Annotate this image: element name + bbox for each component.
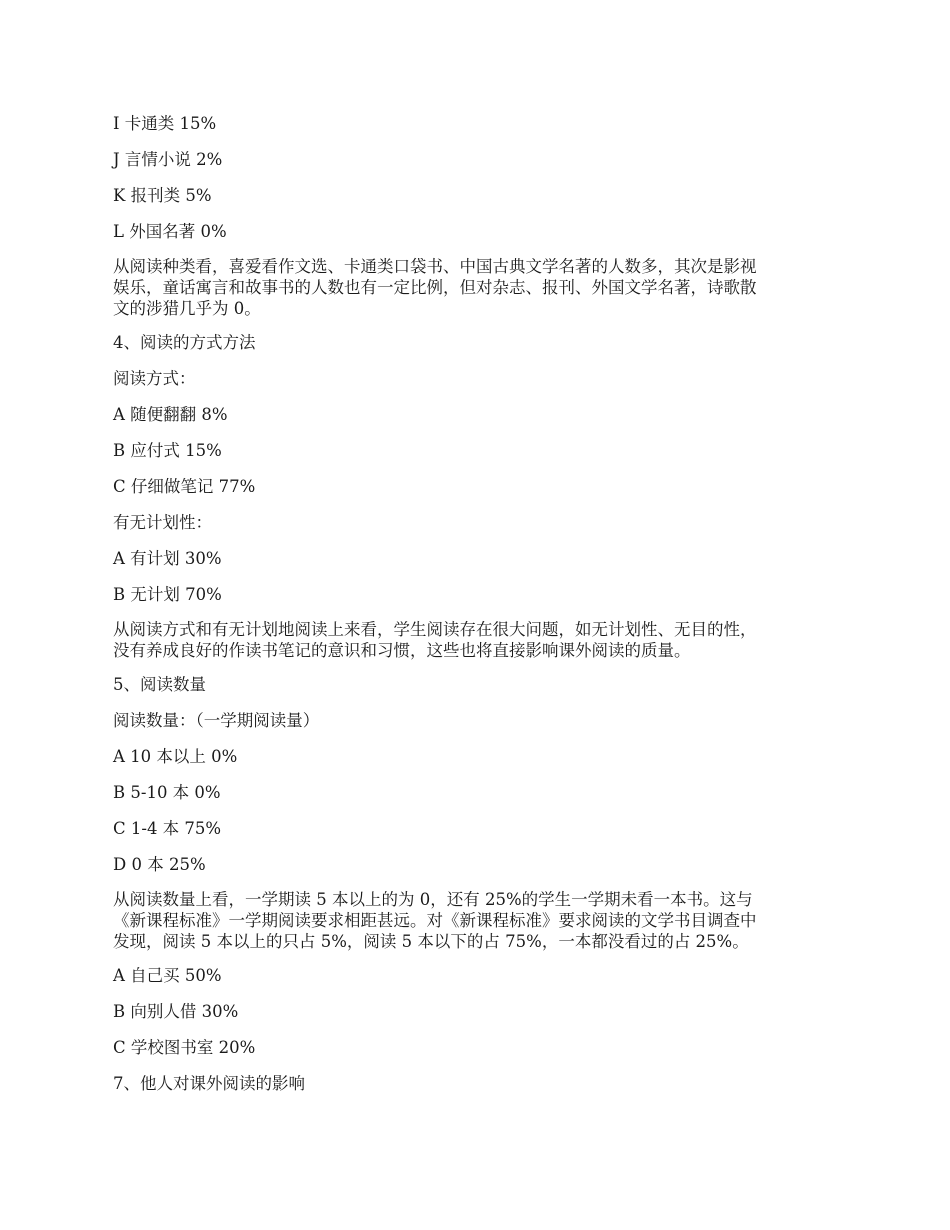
document-page [113,112,840,1108]
list-item: I 卡通类 15% [113,114,217,133]
section-heading: 4、阅读的方式方法 [113,333,256,352]
paragraph-line: 《新课程标准》一学期阅读要求相距甚远。对《新课程标准》要求阅读的文学书目调查中 [113,911,757,930]
paragraph-reading-types [113,256,840,319]
list-item: B 5-10 本 0% [113,783,221,802]
list-item: C 仔细做笔记 77% [113,477,256,496]
list-item: A 随便翻翻 8% [113,405,228,424]
list-item: A 自己买 50% [113,966,222,985]
section-heading: 5、阅读数量 [113,675,206,694]
list-item: D 0 本 25% [113,855,206,874]
subheading: 阅读数量：（一学期阅读量） [113,711,320,730]
paragraph-line: 从阅读种类看，喜爱看作文选、卡通类口袋书、中国古典文学名著的人数多，其次是影视 [113,257,757,276]
list-item: A 10 本以上 0% [113,747,238,766]
section-heading: 7、他人对课外阅读的影响 [113,1074,305,1093]
paragraph-line: 娱乐，童话寓言和故事书的人数也有一定比例，但对杂志、报刊、外国文学名著，诗歌散 [113,278,757,297]
subheading: 有无计划性： [113,513,212,532]
list-item: B 向别人借 30% [113,1002,239,1021]
list-item: B 应付式 15% [113,441,222,460]
list-item: A 有计划 30% [113,549,222,568]
paragraph-line: 没有养成良好的作读书笔记的意识和习惯，这些也将直接影响课外阅读的质量。 [113,641,691,660]
list-item: L 外国名著 0% [113,222,227,241]
paragraph-reading-methods [113,619,840,661]
list-item: K 报刊类 5% [113,186,212,205]
paragraph-line: 从阅读数量上看，一学期读 5 本以上的为 0，还有 25%的学生一学期未看一本书。这与 [113,890,753,909]
list-item: C 学校图书室 20% [113,1038,256,1057]
paragraph-reading-quantity [113,889,840,952]
list-item: C 1-4 本 75% [113,819,222,838]
list-item: J 言情小说 2% [113,150,223,169]
paragraph-line: 文的涉猎几乎为 0。 [113,299,261,318]
subheading: 阅读方式： [113,369,196,388]
list-item: B 无计划 70% [113,585,222,604]
paragraph-line: 从阅读方式和有无计划地阅读上来看，学生阅读存在很大问题，如无计划性、无目的性， [113,620,757,639]
paragraph-line: 发现，阅读 5 本以上的只占 5%，阅读 5 本以下的占 75%，一本都没看过的占 25%。 [113,932,749,951]
